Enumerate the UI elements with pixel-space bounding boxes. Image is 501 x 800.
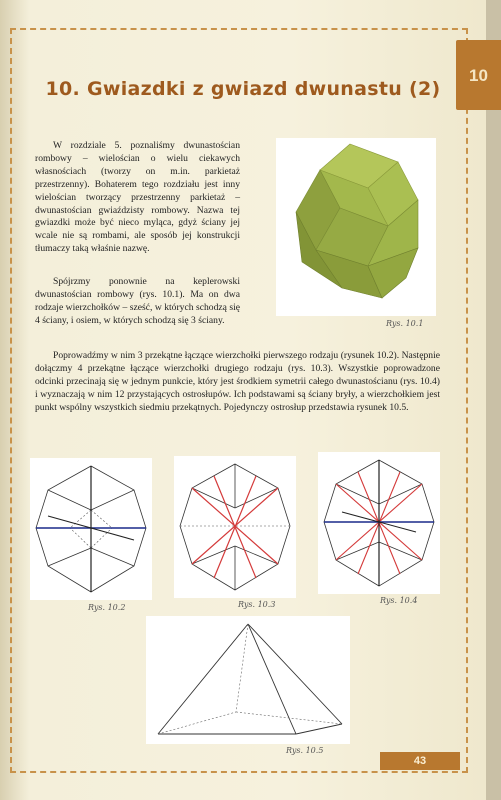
- caption-10-4: Rys. 10.4: [380, 596, 418, 605]
- dodecahedron-red-diagonals: [174, 456, 296, 598]
- paragraph-1: [35, 140, 240, 256]
- caption-10-2: Rys. 10.2: [88, 603, 126, 612]
- figure-10-2: [30, 458, 152, 600]
- figure-10-5: [146, 616, 350, 744]
- paragraph-1-text: W rozdziale 5. poznaliśmy dwunastościan rombowy – wielościan o wielu ciekawych własnościach (tworzy on m.in. parkietaż przestrzenny). Bohaterem tego rozdziału jest inny wielościan tworzący przestrzenny parkietaż – dwunastościan gwiaździsty rombowy. Nazwa tej gwiazdki może być nieco myląca, gdyż ściany jej wcale nie są rombami, ale sposób jej konstrukcji tłumaczy taką właśnie nazwę.: [35, 140, 240, 255]
- chapter-tab: 10: [456, 40, 501, 110]
- paragraph-2: [35, 276, 240, 328]
- dodecahedron-three-diagonals: [30, 458, 152, 600]
- chapter-title: 10. Gwiazdki z gwiazd dwunastu (2): [45, 78, 441, 100]
- paragraph-2-text: Spójrzmy ponownie na keplerowski dwunastościan rombowy (rys. 10.1). Ma on dwa rodzaje wierzchołków – sześć, w których schodzą się 4 ściany, i osiem, w których schodzą się 3 ściany.: [35, 276, 240, 326]
- paragraph-3: [35, 350, 440, 415]
- caption-10-3: Rys. 10.3: [238, 600, 276, 609]
- caption-10-1: Rys. 10.1: [386, 319, 424, 328]
- figure-10-1: [276, 138, 436, 316]
- rhombic-dodecahedron-solid: [276, 138, 436, 316]
- caption-10-5: Rys. 10.5: [286, 746, 324, 755]
- page-number: 43: [380, 752, 460, 770]
- figure-10-3: [174, 456, 296, 598]
- figure-10-4: [318, 452, 440, 594]
- paragraph-3-text: Poprowadźmy w nim 3 przekątne łączące wierzchołki pierwszego rodzaju (rysunek 10.2). Następnie dołączmy 4 przekątne łączące wierzchołki drugiego rodzaju (rys. 10.3). Wszystkie poprowadzone odcinki przecinają się w jednym punkcie, który jest środkiem symetrii całego dwunastościanu (rys. 10.4) i wyznaczają w nim 12 przystających ostrosłupów. Ich podstawami są ściany bryły, a wierzchołkiem jest punkt wspólny wszystkich siedmiu przekątnych. Pojedynczy ostrosłup przedstawia rysunek 10.5.: [35, 350, 440, 413]
- dodecahedron-all-diagonals: [318, 452, 440, 594]
- single-pyramid: [146, 616, 350, 744]
